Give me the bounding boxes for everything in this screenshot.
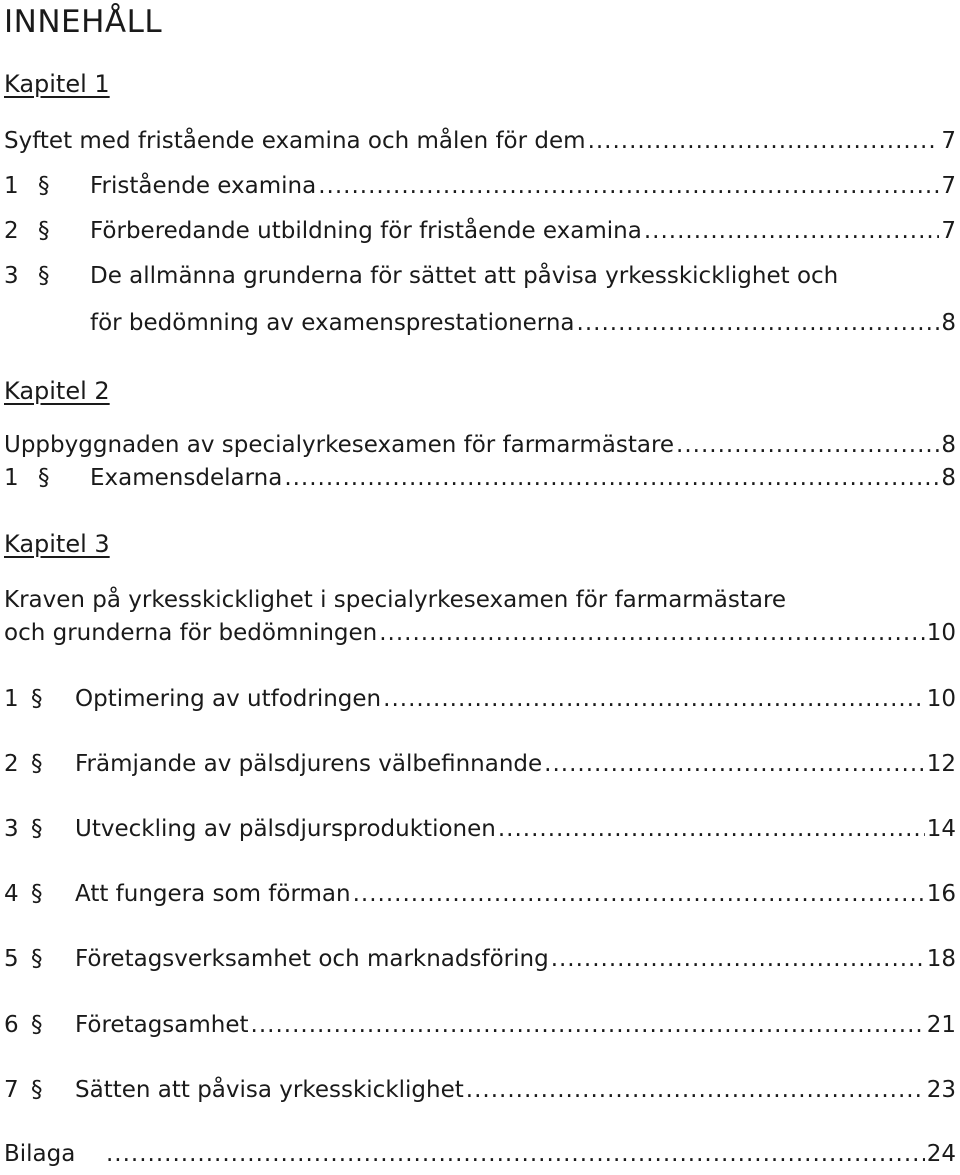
chapter-1-heading[interactable]: Kapitel 1 xyxy=(4,70,110,98)
dot-leader xyxy=(551,946,925,972)
dot-leader xyxy=(498,816,925,842)
section-sign: § xyxy=(38,218,50,244)
toc-entry-page: 23 xyxy=(926,1077,956,1103)
toc-entry-text: Förberedande utbildning för fristående examina xyxy=(90,218,642,244)
section-sign: § xyxy=(38,173,50,199)
toc-entry-text: De allmänna grunderna för sättet att påvisa yrkesskicklighet och xyxy=(90,263,839,289)
toc-entry-page: 10 xyxy=(926,686,956,712)
dot-leader xyxy=(544,751,925,777)
toc-entry-ch3-intro-line1[interactable] xyxy=(4,587,786,613)
toc-entry-page: 7 xyxy=(941,218,956,244)
dot-leader xyxy=(379,620,924,646)
section-number: 1 xyxy=(4,173,19,199)
dot-leader xyxy=(318,173,939,199)
dot-leader xyxy=(251,1012,925,1038)
dot-leader xyxy=(353,881,925,907)
toc-entry-ch1-3-line1[interactable] xyxy=(4,263,838,289)
toc-entry-text: Examensdelarna xyxy=(90,465,283,491)
toc-entry-ch1-3-line2[interactable] xyxy=(90,310,956,336)
dot-leader xyxy=(577,310,940,336)
section-number: 3 xyxy=(4,263,19,289)
dot-leader xyxy=(676,432,939,458)
toc-entry-ch3-7[interactable] xyxy=(4,1077,956,1103)
toc-entry-ch3-6[interactable] xyxy=(4,1012,956,1038)
section-number: 1 xyxy=(4,465,19,491)
toc-entry-text: Syftet med fristående examina och målen för dem xyxy=(4,128,586,154)
section-number: 6 xyxy=(4,1012,19,1038)
toc-entry-text-continued: för bedömning av examensprestationerna xyxy=(90,310,575,336)
toc-entry-text-continued: och grunderna för bedömningen xyxy=(4,620,378,646)
toc-entry-page: 14 xyxy=(926,816,956,842)
dot-leader xyxy=(106,1141,925,1167)
toc-entry-page: 10 xyxy=(926,620,956,646)
toc-entry-text: Utveckling av pälsdjursproduktionen xyxy=(75,816,496,842)
section-sign: § xyxy=(31,816,43,842)
toc-entry-ch2-intro[interactable] xyxy=(4,432,956,458)
dot-leader xyxy=(588,128,940,154)
toc-entry-ch2-1[interactable] xyxy=(4,465,956,491)
section-sign: § xyxy=(38,465,50,491)
toc-entry-page: 21 xyxy=(926,1012,956,1038)
toc-entry-page: 16 xyxy=(926,881,956,907)
section-number: 2 xyxy=(4,751,19,777)
toc-entry-text: Sätten att påvisa yrkesskicklighet xyxy=(75,1077,464,1103)
section-sign: § xyxy=(31,881,43,907)
section-number: 4 xyxy=(4,881,19,907)
toc-entry-ch3-intro-line2[interactable] xyxy=(4,620,956,646)
toc-entry-text: Optimering av utfodringen xyxy=(75,686,382,712)
toc-entry-ch3-5[interactable] xyxy=(4,946,956,972)
toc-entry-ch1-2[interactable] xyxy=(4,218,956,244)
toc-entry-appendix[interactable] xyxy=(4,1141,956,1167)
toc-entry-text: Kraven på yrkesskicklighet i specialyrkesexamen för farmarmästare xyxy=(4,587,787,613)
toc-entry-page: 12 xyxy=(926,751,956,777)
toc-entry-page: 24 xyxy=(926,1141,956,1167)
toc-entry-page: 8 xyxy=(941,432,956,458)
dot-leader xyxy=(383,686,925,712)
section-number: 2 xyxy=(4,218,19,244)
toc-entry-ch3-4[interactable] xyxy=(4,881,956,907)
dot-leader xyxy=(466,1077,925,1103)
section-number: 5 xyxy=(4,946,19,972)
toc-entry-ch1-1[interactable] xyxy=(4,173,956,199)
chapter-3-heading[interactable]: Kapitel 3 xyxy=(4,530,110,558)
toc-entry-page: 8 xyxy=(941,465,956,491)
toc-entry-ch3-1[interactable] xyxy=(4,686,956,712)
dot-leader xyxy=(644,218,940,244)
section-sign: § xyxy=(31,751,43,777)
toc-entry-text: Företagsverksamhet och marknadsföring xyxy=(75,946,549,972)
toc-entry-text: Främjande av pälsdjurens välbefinnande xyxy=(75,751,543,777)
toc-entry-text: Företagsamhet xyxy=(75,1012,249,1038)
section-number: 7 xyxy=(4,1077,19,1103)
toc-entry-page: 8 xyxy=(941,310,956,336)
page-title: INNEHÅLL xyxy=(4,4,163,40)
section-sign: § xyxy=(31,1077,43,1103)
toc-entry-text: Att fungera som förman xyxy=(75,881,351,907)
section-sign: § xyxy=(38,263,50,289)
toc-entry-page: 18 xyxy=(926,946,956,972)
toc-entry-page: 7 xyxy=(941,173,956,199)
section-number: 1 xyxy=(4,686,19,712)
section-number: 3 xyxy=(4,816,19,842)
toc-entry-ch3-2[interactable] xyxy=(4,751,956,777)
chapter-2-heading[interactable]: Kapitel 2 xyxy=(4,377,110,405)
section-sign: § xyxy=(31,1012,43,1038)
section-sign: § xyxy=(31,946,43,972)
toc-entry-ch3-3[interactable] xyxy=(4,816,956,842)
toc-entry-text: Bilaga xyxy=(4,1141,76,1167)
toc-entry-ch1-intro[interactable] xyxy=(4,128,956,154)
toc-entry-text: Fristående examina xyxy=(90,173,317,199)
section-sign: § xyxy=(31,686,43,712)
dot-leader xyxy=(284,465,939,491)
toc-entry-page: 7 xyxy=(941,128,956,154)
toc-entry-text: Uppbyggnaden av specialyrkesexamen för farmarmästare xyxy=(4,432,675,458)
